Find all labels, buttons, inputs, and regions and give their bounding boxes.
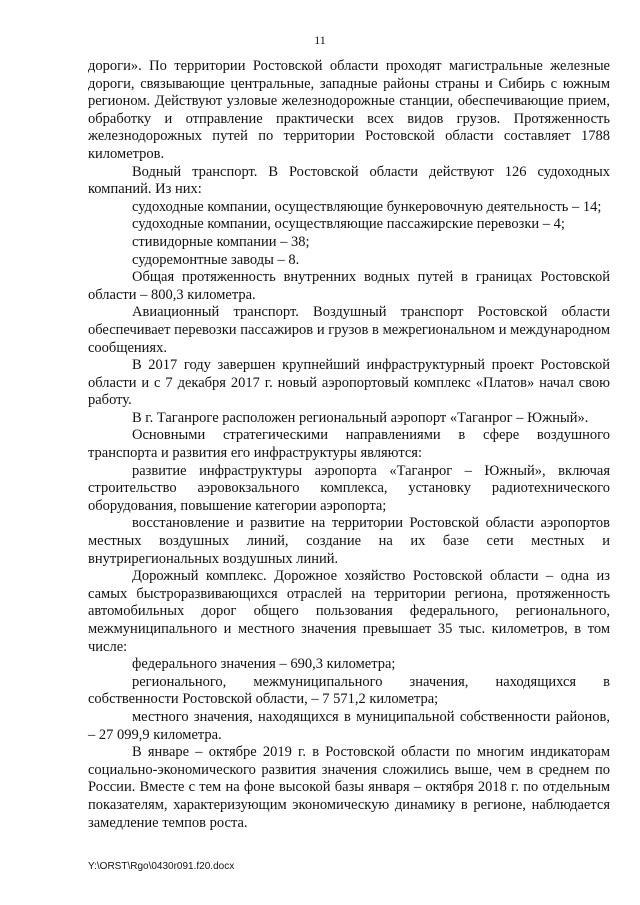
paragraph-railway-continued: дороги». По территории Ростовской области проходят магистральные железные дороги, связывающие центральные, западные районы страны и Сибирь с южным регионом. Действуют узловые железнодорожные станции, обеспечивающие прием, обработку и отправление практически всех видов грузов. Протяженность железнодорожных путей по территории Ростовской области составляет 1788 километров. (88, 58, 610, 162)
paragraph-platov-airport: В 2017 году завершен крупнейший инфраструктурный проект Ростовской области и с 7 декабря 2017 г. новый аэропортовый комплекс «Платов» начал свою работу. (88, 357, 610, 409)
list-item-passenger: судоходные компании, осуществляющие пассажирские перевозки – 4; (132, 216, 565, 233)
paragraph-water-transport: Водный транспорт. В Ростовской области действуют 126 судоходных компаний. Из них: (88, 163, 610, 198)
file-path-footer: Y:\ORST\Rgo\0430r091.f20.docx (88, 861, 235, 872)
list-item-taganrog-development: развитие инфраструктуры аэропорта «Таганрог – Южный», включая строительство аэровокзального комплекса, установку радиотехнического оборудования, повышение категории аэропорта; (88, 462, 610, 514)
list-item-local-airports: восстановление и развитие на территории Ростовской области аэропортов местных воздушных линий, создание на их базе сети местных и внутрирегиональных воздушных линий. (88, 515, 610, 567)
paragraph-air-transport: Авиационный транспорт. Воздушный транспорт Ростовской области обеспечивает перевозки пассажиров и грузов в межрегиональном и международном сообщениях. (88, 304, 610, 356)
list-item-regional-roads: регионального, межмуниципального значения, находящихся в собственности Ростовской области, – 7 571,2 километра; (88, 673, 610, 708)
list-item-local-roads: местного значения, находящихся в муниципальной собственности районов, – 27 099,9 километра. (88, 708, 610, 743)
paragraph-economic-indicators: В январе – октябре 2019 г. в Ростовской области по многим индикаторам социально-экономического развития значения сложились выше, чем в среднем по России. Вместе с тем на фоне высокой базы января – октября 2018 г. по отдельным показателям, характеризующим экономическую динамику в регионе, наблюдается замедление темпов роста. (88, 744, 610, 831)
list-item-bunkering: судоходные компании, осуществляющие бункеровочную деятельность – 14; (132, 198, 602, 215)
page-number: 11 (314, 33, 326, 47)
list-item-ship-repair: судоремонтные заводы – 8. (132, 251, 300, 268)
paragraph-waterways-length: Общая протяженность внутренних водных путей в границах Ростовской области – 800,3 километра. (88, 269, 610, 303)
list-item-federal-roads: федерального значения – 690,3 километра; (132, 656, 396, 673)
paragraph-strategic-directions: Основными стратегическими направлениями в сфере воздушного транспорта и развития его инфраструктуры являются: (88, 427, 610, 462)
document-body (88, 58, 610, 832)
list-item-stevedoring: стивидорные компании – 38; (132, 233, 310, 250)
paragraph-road-complex: Дорожный комплекс. Дорожное хозяйство Ростовской области – одна из самых быстроразвивающихся отраслей на территории региона, протяженность автомобильных дорог общего пользования федерального, регионального, межмуниципального и местного значения превышает 35 тыс. километров, в том числе: (88, 568, 610, 655)
paragraph-taganrog-airport: В г. Таганроге расположен региональный аэропорт «Таганрог – Южный». (132, 409, 589, 426)
